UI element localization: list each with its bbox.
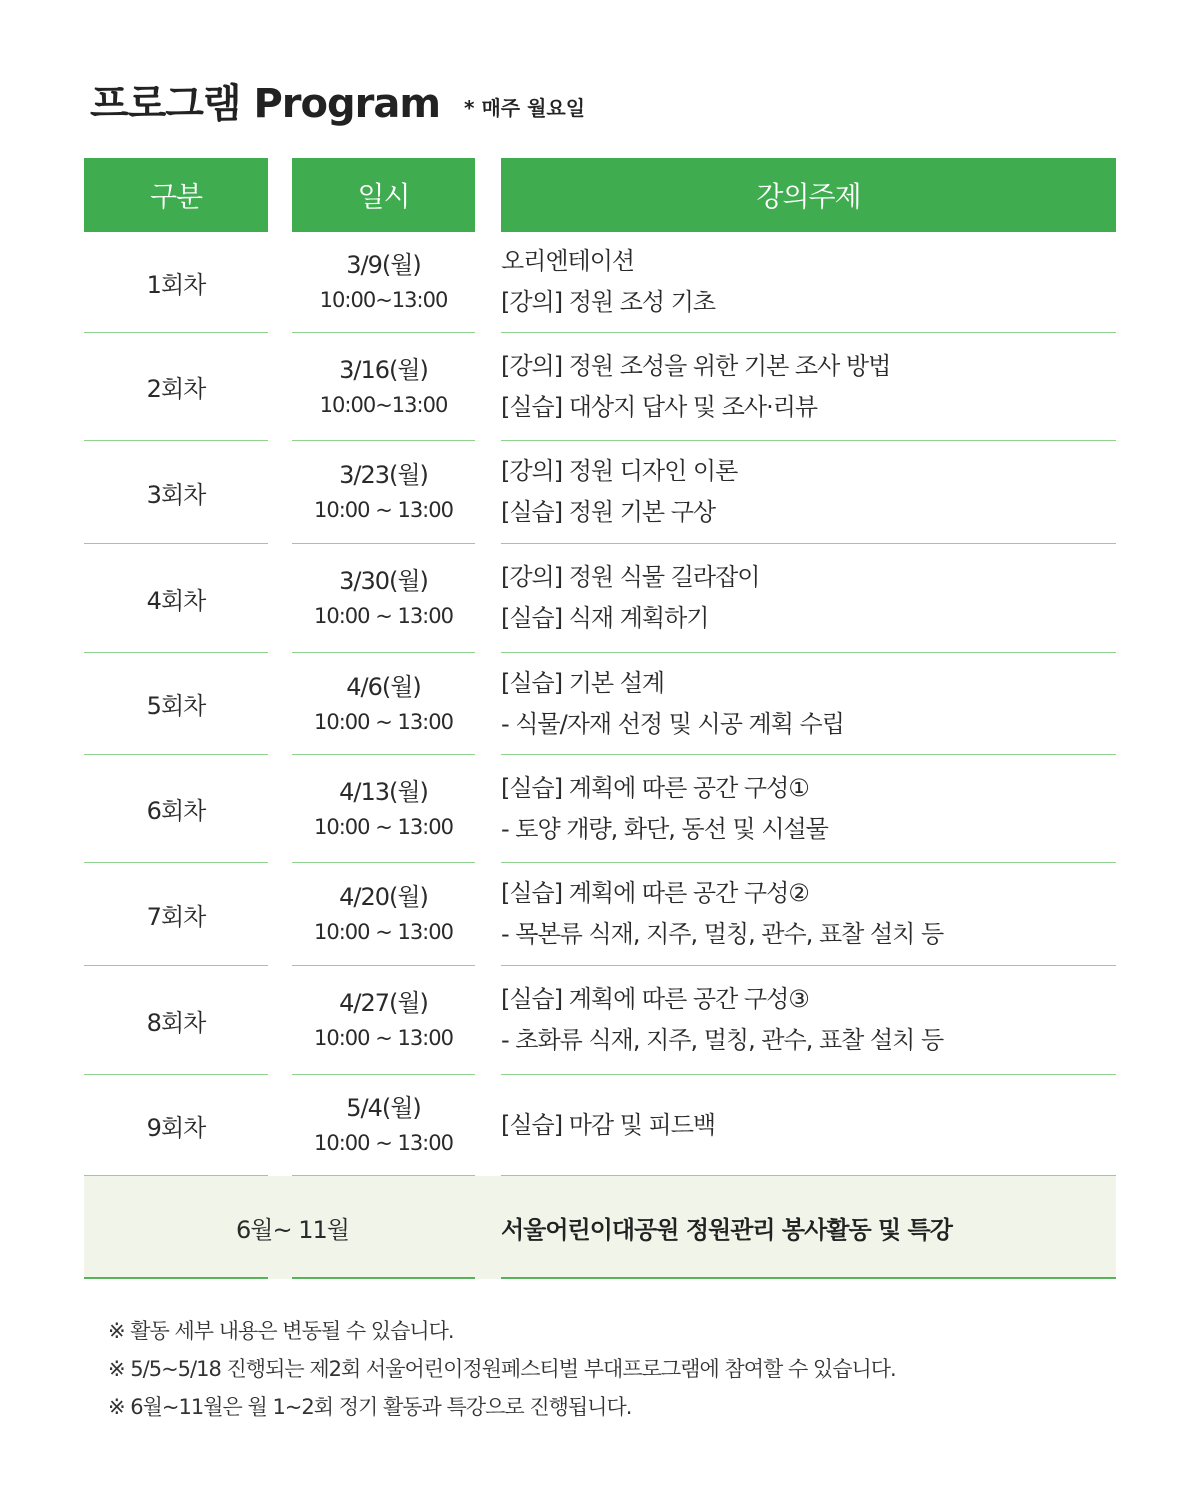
session-cell [84, 966, 268, 1075]
topic-line: - 목본류 식재, 지주, 멀칭, 관수, 표찰 설치 등 [501, 920, 944, 948]
session-time: 10:00~13:00 [319, 288, 448, 312]
datetime-cell [292, 333, 475, 441]
session-name: 1회차 [146, 270, 206, 299]
session-date: 3/30(월) [339, 567, 428, 595]
session-time: 10:00 ~ 13:00 [314, 604, 453, 628]
table-row [84, 653, 1116, 755]
notes [108, 1312, 896, 1426]
datetime-cell [292, 232, 475, 333]
session-date: 4/13(월) [339, 777, 428, 806]
note: ※ 5/5~5/18 진행되는 제2회 서울어린이정원페스티벌 부대프로그램에 참여할 수 있습니다. [108, 1357, 896, 1381]
session-name: 2회차 [146, 375, 206, 403]
table-row [84, 863, 1116, 966]
session-cell [84, 863, 268, 966]
session-cell [84, 333, 268, 441]
session-time: 10:00 ~ 13:00 [314, 920, 453, 944]
topic-line: [실습] 계획에 따른 공간 구성② [501, 879, 809, 907]
topic-line: [실습] 정원 기본 구상 [501, 498, 716, 526]
topic-line: - 초화류 식재, 지주, 멀칭, 관수, 표찰 설치 등 [501, 1026, 944, 1054]
session-cell [84, 755, 268, 863]
topic-cell [501, 966, 1116, 1075]
session-name: 8회차 [146, 1008, 206, 1037]
datetime-cell [292, 966, 475, 1075]
topic-line: - 식물/자재 선정 및 시공 계획 수립 [501, 709, 844, 738]
datetime-cell [292, 544, 475, 653]
session-time: 10:00~13:00 [319, 392, 448, 417]
session-cell [84, 232, 268, 333]
note: ※ 6월~11월은 월 1~2회 정기 활동과 특강으로 진행됩니다. [108, 1395, 632, 1419]
page-title: 프로그램 Program [90, 81, 441, 127]
table-row [84, 232, 1116, 333]
topic-line: [실습] 계획에 따른 공간 구성① [501, 773, 809, 802]
header-datetime: 일시 [292, 158, 475, 232]
session-date: 4/27(월) [339, 989, 428, 1017]
table-row [84, 1075, 1116, 1176]
topic-cell [501, 1075, 1116, 1176]
session-time: 10:00 ~ 13:00 [314, 498, 453, 522]
topic-cell [501, 653, 1116, 755]
session-cell [84, 544, 268, 653]
topic-cell [501, 863, 1116, 966]
session-time: 10:00 ~ 13:00 [314, 1131, 453, 1155]
session-date: 3/16(월) [339, 355, 428, 384]
table-row [84, 333, 1116, 441]
topic-line: [강의] 정원 디자인 이론 [501, 457, 738, 485]
header-category: 구분 [84, 158, 268, 232]
topic-line: [실습] 계획에 따른 공간 구성③ [501, 985, 809, 1013]
session-time: 10:00 ~ 13:00 [314, 814, 453, 839]
table-row [84, 441, 1116, 544]
table-header [84, 158, 1116, 232]
topic-line: [실습] 마감 및 피드백 [501, 1110, 716, 1139]
topic-line: [강의] 정원 조성을 위한 기본 조사 방법 [501, 351, 891, 380]
session-name: 4회차 [146, 586, 206, 615]
table-row [84, 544, 1116, 653]
final-row [84, 1176, 1116, 1279]
session-cell [84, 441, 268, 544]
datetime-cell [292, 755, 475, 863]
session-name: 7회차 [146, 902, 206, 931]
title-row [90, 78, 585, 128]
session-name: 5회차 [146, 692, 206, 720]
topic-cell [501, 333, 1116, 441]
datetime-cell [292, 863, 475, 966]
table-body [84, 232, 1116, 1176]
topic-line: [강의] 정원 식물 길라잡이 [501, 563, 760, 591]
datetime-cell [292, 1075, 475, 1176]
topic-line: [실습] 식재 계획하기 [501, 604, 709, 632]
session-time: 10:00 ~ 13:00 [314, 1026, 453, 1050]
session-date: 3/23(월) [339, 461, 428, 489]
topic-cell [501, 544, 1116, 653]
datetime-cell [292, 441, 475, 544]
note: ※ 활동 세부 내용은 변동될 수 있습니다. [108, 1319, 454, 1343]
session-date: 5/4(월) [346, 1094, 421, 1122]
session-name: 9회차 [146, 1113, 206, 1142]
topic-cell [501, 232, 1116, 333]
topic-line: [실습] 대상지 답사 및 조사·리뷰 [501, 392, 818, 421]
session-date: 4/6(월) [346, 672, 421, 701]
topic-line: [강의] 정원 조성 기초 [501, 288, 716, 316]
session-date: 3/9(월) [346, 251, 421, 279]
topic-line: - 토양 개량, 화단, 동선 및 시설물 [501, 814, 828, 843]
header-topic: 강의주제 [501, 158, 1116, 232]
table-row [84, 966, 1116, 1075]
session-name: 3회차 [146, 480, 206, 509]
session-time: 10:00 ~ 13:00 [314, 709, 453, 734]
session-name: 6회차 [146, 797, 206, 825]
title-note: * 매주 월요일 [464, 96, 586, 120]
topic-cell [501, 441, 1116, 544]
session-date: 4/20(월) [339, 883, 428, 911]
datetime-cell [292, 653, 475, 755]
table-row [84, 755, 1116, 863]
topic-cell [501, 755, 1116, 863]
final-topic: 서울어린이대공원 정원관리 봉사활동 및 특강 [501, 1216, 952, 1244]
session-cell [84, 1075, 268, 1176]
program-table [84, 158, 1116, 1279]
topic-line: 오리엔테이션 [501, 247, 635, 275]
session-cell [84, 653, 268, 755]
final-period: 6월~ 11월 [236, 1216, 349, 1244]
topic-line: [실습] 기본 설계 [501, 668, 665, 697]
